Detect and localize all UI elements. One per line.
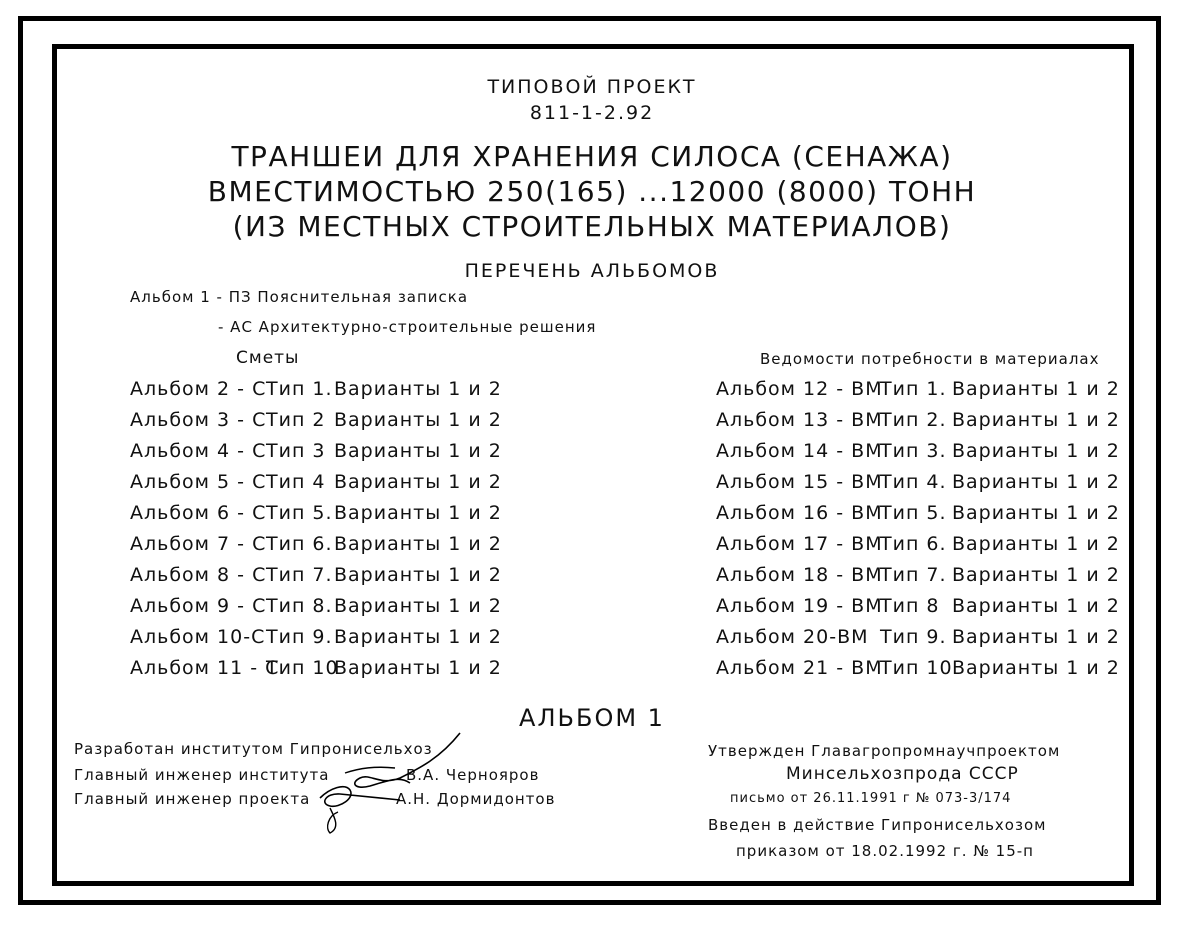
estimates-row-album: Альбом 8 - С xyxy=(130,564,267,586)
materials-row-type: Тип 2. xyxy=(880,409,947,431)
estimates-row-variants: Варианты 1 и 2 xyxy=(334,626,502,648)
materials-row-variants: Варианты 1 и 2 xyxy=(952,626,1120,648)
approval-line-2: Минсельхозпрода СССР xyxy=(786,764,1019,784)
materials-row-type: Тип 9. xyxy=(880,626,947,648)
materials-row-variants: Варианты 1 и 2 xyxy=(952,564,1120,586)
estimates-row-variants: Варианты 1 и 2 xyxy=(334,657,502,679)
materials-row-type: Тип 5. xyxy=(880,502,947,524)
chief-engineer-project-name: А.Н. Дормидонтов xyxy=(396,790,556,808)
estimates-row-type: Тип 6. xyxy=(266,533,333,555)
estimates-row-album: Альбом 4 - С xyxy=(130,440,267,462)
title-line-2: ВМЕСТИМОСТЬЮ 250(165) ...12000 (8000) ТОНН xyxy=(207,175,977,208)
album1-pz: Альбом 1 - ПЗ Пояснительная записка xyxy=(130,288,469,306)
title-line-3: (ИЗ МЕСТНЫХ СТРОИТЕЛЬНЫХ МАТЕРИАЛОВ) xyxy=(232,210,952,243)
estimates-row-type: Тип 3 xyxy=(266,440,326,462)
chief-engineer-project-label: Главный инженер проекта xyxy=(74,790,311,808)
estimates-row-album: Альбом 10-С xyxy=(130,626,266,648)
materials-row-variants: Варианты 1 и 2 xyxy=(952,595,1120,617)
estimates-row-type: Тип 8. xyxy=(266,595,333,617)
estimates-row-variants: Варианты 1 и 2 xyxy=(334,595,502,617)
approval-line-3: письмо от 26.11.1991 г № 073-3/174 xyxy=(730,791,1012,806)
estimates-row-type: Тип 5. xyxy=(266,502,333,524)
estimates-row-album: Альбом 2 - С xyxy=(130,378,267,400)
materials-row-album: Альбом 19 - ВМ xyxy=(716,595,883,617)
materials-row-variants: Варианты 1 и 2 xyxy=(952,657,1120,679)
estimates-row-type: Тип 10 xyxy=(266,657,339,679)
estimates-row-type: Тип 2 xyxy=(266,409,326,431)
estimates-row-variants: Варианты 1 и 2 xyxy=(334,378,502,400)
estimates-row-album: Альбом 3 - С xyxy=(130,409,267,431)
estimates-row-type: Тип 9. xyxy=(266,626,333,648)
estimates-row-album: Альбом 6 - С xyxy=(130,502,267,524)
materials-row-type: Тип 1. xyxy=(880,378,947,400)
estimates-row-album: Альбом 7 - С xyxy=(130,533,267,555)
estimates-row-type: Тип 1. xyxy=(266,378,333,400)
materials-row-variants: Варианты 1 и 2 xyxy=(952,440,1120,462)
estimates-row-album: Альбом 5 - С xyxy=(130,471,267,493)
materials-row-type: Тип 7. xyxy=(880,564,947,586)
materials-row-variants: Варианты 1 и 2 xyxy=(952,533,1120,555)
handwritten-signature xyxy=(300,728,480,838)
materials-row-album: Альбом 15 - ВМ xyxy=(716,471,883,493)
chief-engineer-institute-name: В.А. Чернояров xyxy=(406,766,540,784)
materials-heading: Ведомости потребности в материалах xyxy=(760,350,1100,368)
estimates-row-variants: Варианты 1 и 2 xyxy=(334,409,502,431)
materials-row-variants: Варианты 1 и 2 xyxy=(952,502,1120,524)
materials-row-type: Тип 3. xyxy=(880,440,947,462)
materials-row-album: Альбом 17 - ВМ xyxy=(716,533,883,555)
project-label: ТИПОВОЙ ПРОЕКТ xyxy=(487,76,697,98)
album1-as: - АС Архитектурно-строительные решения xyxy=(218,318,597,336)
materials-row-type: Тип 6. xyxy=(880,533,947,555)
materials-row-album: Альбом 16 - ВМ xyxy=(716,502,883,524)
estimates-row-type: Тип 4 xyxy=(266,471,326,493)
approval-line-4: Введен в действие Гипронисельхозом xyxy=(708,816,1047,834)
materials-row-type: Тип 8 xyxy=(880,595,940,617)
materials-row-type: Тип 10 xyxy=(880,657,953,679)
developer-line: Разработан институтом Гипронисельхоз xyxy=(74,740,433,758)
estimates-row-album: Альбом 9 - С xyxy=(130,595,267,617)
estimates-row-variants: Варианты 1 и 2 xyxy=(334,564,502,586)
estimates-heading: Сметы xyxy=(236,348,300,368)
chief-engineer-institute-label: Главный инженер института xyxy=(74,766,330,784)
estimates-row-album: Альбом 11 - С xyxy=(130,657,280,679)
title-line-1: ТРАНШЕИ ДЛЯ ХРАНЕНИЯ СИЛОСА (СЕНАЖА) xyxy=(231,140,953,173)
estimates-row-variants: Варианты 1 и 2 xyxy=(334,502,502,524)
estimates-row-variants: Варианты 1 и 2 xyxy=(334,471,502,493)
materials-row-album: Альбом 14 - ВМ xyxy=(716,440,883,462)
approval-line-5: приказом от 18.02.1992 г. № 15-п xyxy=(736,842,1034,860)
materials-row-variants: Варианты 1 и 2 xyxy=(952,378,1120,400)
estimates-row-variants: Варианты 1 и 2 xyxy=(334,533,502,555)
estimates-row-type: Тип 7. xyxy=(266,564,333,586)
materials-row-album: Альбом 18 - ВМ xyxy=(716,564,883,586)
album-title: АЛЬБОМ 1 xyxy=(519,704,665,732)
materials-row-variants: Варианты 1 и 2 xyxy=(952,471,1120,493)
materials-row-album: Альбом 13 - ВМ xyxy=(716,409,883,431)
materials-row-album: Альбом 12 - ВМ xyxy=(716,378,883,400)
albums-list-heading: ПЕРЕЧЕНЬ АЛЬБОМОВ xyxy=(464,260,720,282)
materials-row-variants: Варианты 1 и 2 xyxy=(952,409,1120,431)
materials-row-album: Альбом 20-ВМ xyxy=(716,626,869,648)
materials-row-type: Тип 4. xyxy=(880,471,947,493)
approval-line-1: Утвержден Главагропромнаучпроектом xyxy=(708,742,1061,760)
project-number: 811-1-2.92 xyxy=(529,102,655,124)
materials-row-album: Альбом 21 - ВМ xyxy=(716,657,883,679)
estimates-row-variants: Варианты 1 и 2 xyxy=(334,440,502,462)
